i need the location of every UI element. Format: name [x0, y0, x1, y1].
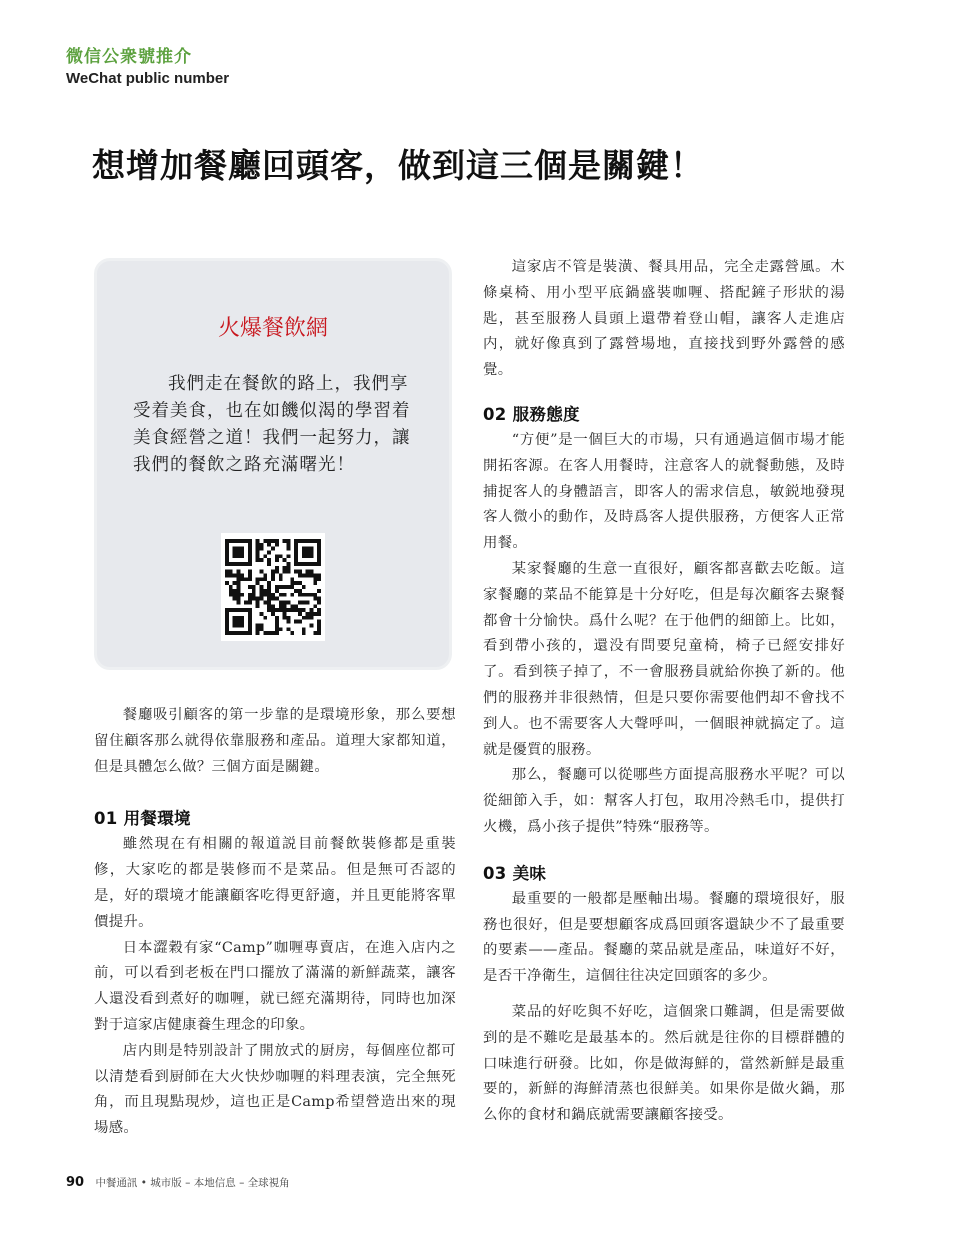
section-02-paragraph: 某家餐廳的生意一直很好，顧客都喜歡去吃飯。這家餐廳的菜品不能算是十分好吃，但是每次顧客去聚餐都會十分愉快。爲什么呢？在于他們的細節上。比如，看到帶小孩的，還没有問要兒童椅，椅子已經安排好了。看到筷子掉了，不一會服務員就給你换了新的。他們的服務并非很熱情，但是只要你需要他們却不會找不到人。也不需要客人大聲呼叫，一個眼神就搞定了。這就是優質的服務。 [483, 560, 845, 758]
section-02-heading: 02 服務態度 [483, 404, 580, 424]
section-02-paragraph: “方便”是一個巨大的市場，只有通過這個市場才能開拓客源。在客人用餐時，注意客人的就餐動態，及時捕捉客人的身體語言，即客人的需求信息，敏鋭地發現客人微小的動作，及時爲客人提供服務，方便客人正常用餐。 [483, 431, 845, 552]
promo-account-name: 火爆餐飲網 [217, 316, 328, 341]
qr-code-icon[interactable] [221, 533, 325, 641]
promo-card [94, 258, 452, 670]
left-column [94, 703, 456, 1142]
section-03-heading: 03 美味 [483, 863, 547, 883]
section-01-paragraph: 日本澀穀有家“Camp”咖喱專賣店，在進入店内之前，可以看到老板在門口擺放了滿滿的新鮮蔬菜，讓客人還没看到煮好的咖喱，就已經充滿期待，同時也加深對于這家店健康養生理念的印象。 [94, 939, 456, 1033]
page-footer [66, 1175, 290, 1190]
intro-paragraph: 餐廳吸引顧客的第一步靠的是環境形象，那么要想留住顧客那么就得依靠服務和產品。道理大家都知道，但是具體怎么做？三個方面是關鍵。 [94, 707, 456, 775]
section-01-paragraph: 店内則是特别設計了開放式的厨房，每個座位都可以清楚看到厨師在大火快炒咖喱的料理表演，完全無死角，而且現點現炒，這也正是Camp希望營造出來的現場感。 [94, 1042, 456, 1137]
section-02-paragraph: 那么，餐廳可以從哪些方面提高服務水平呢？可以從細節入手，如：幫客人打包，取用冷熱毛巾，提供打火機，爲小孩子提供”特殊“服務等。 [483, 767, 845, 835]
section-subtitle: WeChat public number [66, 70, 230, 87]
publication-line: 中餐通訊 • 城市版 – 本地信息 – 全球視角 [95, 1177, 290, 1189]
article-title: 想增加餐廳回頭客，做到這三個是關鍵！ [92, 146, 704, 185]
section-03-paragraph: 最重要的一般都是壓軸出場。餐廳的環境很好，服務也很好，但是要想顧客成爲回頭客還缺少不了最重要的要素——產品。餐廳的菜品就是產品，味道好不好，是否干净衛生，這個往往决定回頭客的多少。 [483, 890, 845, 985]
section-01-paragraph: 雖然現在有相關的報道説目前餐飲裝修都是重裝修，大家吃的都是裝修而不是菜品。但是無可否認的是，好的環境才能讓顧客吃得更舒適，并且更能將客單價提升。 [94, 836, 456, 930]
section-03-paragraph: 菜品的好吃與不好吃，這個衆口難調，但是需要做到的是不難吃是最基本的。然后就是往你的目標群體的口味進行研發。比如，你是做海鮮的，當然新鮮是最重要的，新鮮的海鮮清蒸也很鮮美。如果你是做火鍋，那么你的食材和鍋底就需要讓顧客接受。 [483, 1003, 845, 1124]
page-number: 90 [66, 1175, 85, 1190]
section-01-heading: 01 用餐環境 [94, 809, 191, 829]
section-title: 微信公衆號推介 [66, 47, 192, 67]
promo-description: 我們走在餐飲的路上，我們享受着美食，也在如饑似渴的學習着美食經營之道！我們一起努力，讓我們的餐飲之路充滿曙光！ [133, 374, 411, 475]
qr-code-graphic [225, 537, 321, 637]
right-column [483, 255, 845, 1129]
camp-paragraph: 這家店不管是裝潢、餐具用品，完全走露營風。木條桌椅、用小型平底鍋盛裝咖喱、搭配鏟子形狀的湯匙，甚至服務人員頭上還帶着登山帽，讓客人走進店内，就好像真到了露營場地，直接找到野外露營的感覺。 [483, 259, 845, 379]
